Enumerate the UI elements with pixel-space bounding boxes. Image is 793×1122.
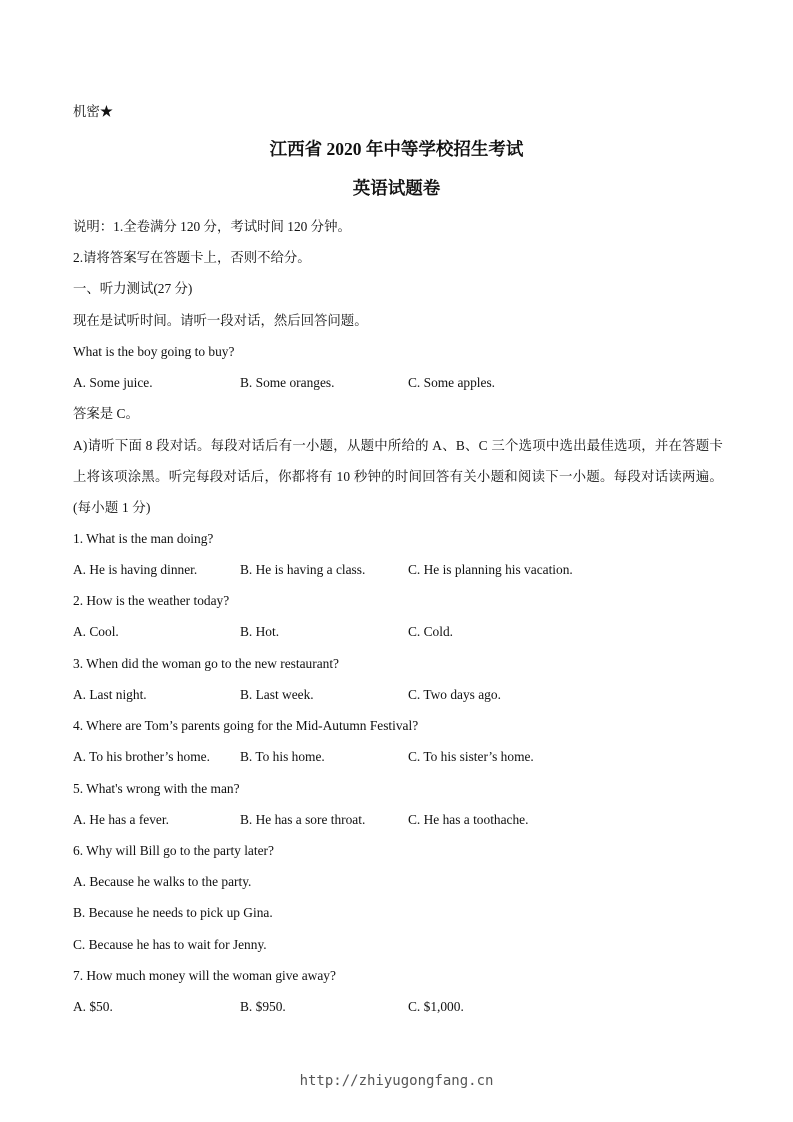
question-3-options (73, 686, 723, 704)
question-2: 2. How is the weather today? (73, 593, 230, 608)
part-a-instructions: A)请听下面 8 段对话。每段对话后有一小题，从题中所给的 A、B、C 三个选项中选出最佳选项，并在答题卡上将该项涂黑。听完每段对话后，你都将有 10 秒钟的时间回答有关小题和阅读下一小题。每段对话读两遍。(每小题 1 分) (73, 438, 723, 515)
exam-subtitle: 英语试题卷 (352, 178, 441, 198)
question-6-option-c: C. Because he has to wait for Jenny. (73, 937, 267, 952)
question-6: 6. Why will Bill go to the party later? (73, 843, 274, 858)
exam-title: 江西省 2020 年中等学校招生考试 (269, 139, 524, 159)
option-b: B. He is having a class. (240, 562, 366, 577)
trial-intro: 现在是试听时间。请听一段对话，然后回答问题。 (73, 313, 368, 328)
option-b: B. To his home. (240, 749, 325, 764)
option-a: A. To his brother’s home. (73, 749, 210, 764)
question-4: 4. Where are Tom’s parents going for the Mid-Autumn Festival? (73, 718, 419, 733)
option-c: C. Some apples. (408, 375, 496, 390)
question-5-options (73, 811, 723, 829)
question-5: 5. What's wrong with the man? (73, 781, 240, 796)
instruction-line-2: 2.请将答案写在答题卡上，否则不给分。 (73, 250, 311, 265)
option-a: A. He has a fever. (73, 812, 169, 827)
trial-answer: 答案是 C。 (73, 406, 139, 421)
instruction-line-1: 说明：1.全卷满分 120 分，考试时间 120 分钟。 (73, 219, 351, 234)
option-b: B. Some oranges. (240, 375, 335, 390)
option-a: A. $50. (73, 999, 113, 1014)
option-c: C. Two days ago. (408, 687, 501, 702)
option-a: A. Cool. (73, 624, 119, 639)
option-b: B. He has a sore throat. (240, 812, 366, 827)
question-2-options (73, 623, 723, 641)
trial-options (73, 374, 723, 392)
trial-question: What is the boy going to buy? (73, 344, 235, 359)
option-b: B. Last week. (240, 687, 314, 702)
option-a: A. He is having dinner. (73, 562, 198, 577)
question-1-options (73, 561, 723, 579)
question-7-options (73, 998, 723, 1016)
option-c: C. To his sister’s home. (408, 749, 534, 764)
option-b: B. $950. (240, 999, 286, 1014)
option-b: B. Hot. (240, 624, 280, 639)
confidential-mark: 机密★ (73, 104, 114, 119)
option-c: C. He has a toothache. (408, 812, 529, 827)
question-3: 3. When did the woman go to the new restaurant? (73, 656, 340, 671)
option-c: C. He is planning his vacation. (408, 562, 573, 577)
footer-url: http://zhiyugongfang.cn (299, 1073, 494, 1089)
option-c: C. $1,000. (408, 999, 464, 1014)
question-6-option-a: A. Because he walks to the party. (73, 874, 252, 889)
question-7: 7. How much money will the woman give away? (73, 968, 336, 983)
option-a: A. Some juice. (73, 375, 153, 390)
question-6-option-b: B. Because he needs to pick up Gina. (73, 905, 273, 920)
option-c: C. Cold. (408, 624, 454, 639)
question-4-options (73, 748, 723, 766)
section-heading: 一、听力测试(27 分) (73, 281, 193, 296)
option-a: A. Last night. (73, 687, 147, 702)
question-1: 1. What is the man doing? (73, 531, 214, 546)
